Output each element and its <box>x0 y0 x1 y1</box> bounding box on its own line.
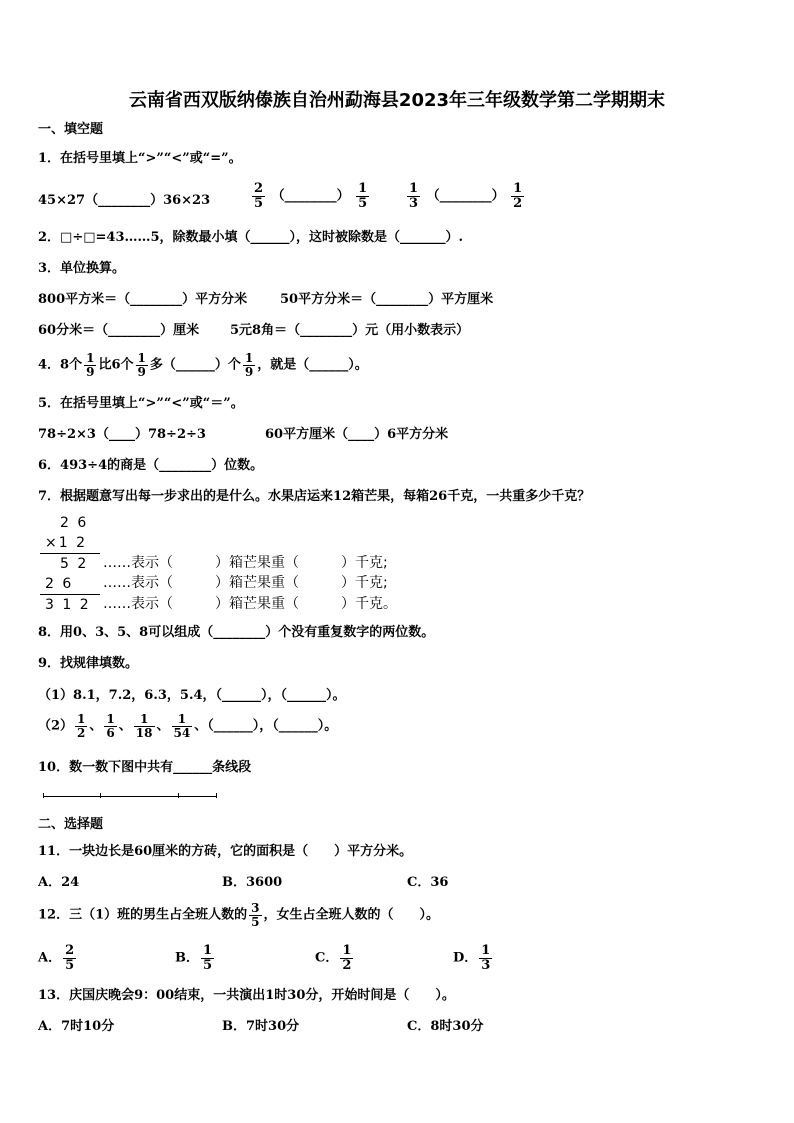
option-b[interactable]: B．3600 <box>222 875 283 890</box>
question-10: 10．数一数下图中共有______条线段 <box>38 760 252 775</box>
q4-text-3: 多（______）个 <box>149 357 241 373</box>
page-title: 云南省西双版纳傣族自治州勐海县2023年三年级数学第二学期期末 <box>128 90 666 111</box>
fraction-denominator: 9 <box>86 364 95 379</box>
fraction-denominator: 9 <box>137 364 146 379</box>
question-9: 9．找规律填数。 <box>38 656 139 671</box>
fraction-denominator: 18 <box>135 725 153 740</box>
fraction-numerator: 1 <box>409 181 419 196</box>
vertical-calc-line1: 2 6 <box>60 515 89 531</box>
answer-blank[interactable]: （________） <box>426 188 505 204</box>
fraction-denominator: 5 <box>251 914 260 929</box>
option-letter: A． <box>38 950 62 966</box>
question-4 <box>38 352 368 378</box>
q4-text-4: ，就是（______）。 <box>257 357 368 373</box>
q1-expr-c <box>405 182 526 210</box>
fraction-numerator: 1 <box>342 943 352 958</box>
line-segment-figure <box>43 796 216 797</box>
question-7: 7．根据题意写出每一步求出的是什么。水果店运来12箱芒果，每箱26千克，一共重多少千克？ <box>38 489 591 504</box>
fraction-denominator: 6 <box>106 725 115 740</box>
option-letter: C． <box>315 950 339 966</box>
option-b[interactable] <box>175 944 216 972</box>
option-a[interactable]: A．24 <box>38 875 80 890</box>
option-c[interactable]: C．8时30分 <box>407 1019 484 1034</box>
fraction-denominator: 3 <box>481 957 491 973</box>
option-c[interactable] <box>315 944 355 972</box>
calc-divider <box>40 553 100 554</box>
q5-expr-a: 78÷2×3（____）78÷2÷3 <box>38 427 206 442</box>
fraction-denominator: 2 <box>342 957 352 973</box>
question-13: 13．庆国庆晚会9：00结束，一共演出1时30分，开始时间是（ ）。 <box>38 988 455 1003</box>
fraction-numerator: 1 <box>86 351 95 365</box>
vertical-calc-line4: 2 6 <box>45 576 74 592</box>
q9-tail: 、（______），（______）。 <box>194 718 338 734</box>
fraction-denominator: 5 <box>65 957 75 973</box>
fraction-denominator: 5 <box>203 957 213 973</box>
q3-row1-b: 50平方分米＝（________）平方厘米 <box>280 292 494 307</box>
fraction-numerator: 1 <box>139 712 149 726</box>
q1-expr-b <box>250 182 371 210</box>
option-c[interactable]: C．36 <box>407 875 449 890</box>
question-12 <box>38 902 439 928</box>
question-3: 3．单位换算。 <box>38 261 126 276</box>
option-b[interactable]: B．7时30分 <box>222 1019 300 1034</box>
q4-text-2: 比6个 <box>98 357 134 373</box>
q7-explain-2: ……表示（ ）箱芒果重（ ）千克; <box>103 575 388 591</box>
q3-row1-a: 800平方米＝（________）平方分米 <box>38 292 248 307</box>
question-5: 5．在括号里填上“>”“<”或“＝”。 <box>38 396 244 411</box>
segment-point <box>43 793 44 798</box>
separator: 、 <box>156 718 170 734</box>
q1-expr-a: 45×27（________）36×23 <box>38 193 211 208</box>
question-2: 2．□÷□=43……5，除数最小填（______），这时被除数是（_______）. <box>38 230 464 245</box>
separator: 、 <box>89 718 103 734</box>
answer-blank[interactable]: （________） <box>271 188 350 204</box>
option-letter: B． <box>175 950 199 966</box>
q5-expr-b: 60平方厘米（____）6平方分米 <box>265 427 449 442</box>
q7-explain-1: ……表示（ ）箱芒果重（ ）千克; <box>103 555 388 571</box>
q4-text-1: 4．8个 <box>38 357 83 373</box>
option-a[interactable] <box>38 944 78 972</box>
fraction-denominator: 5 <box>358 195 368 211</box>
segment-point <box>216 793 217 798</box>
q7-explain-3: ……表示（ ）箱芒果重（ ）千克。 <box>103 596 397 612</box>
vertical-calc-line2: ×1 2 <box>45 535 87 551</box>
fraction-numerator: 1 <box>481 943 491 958</box>
fraction-denominator: 54 <box>173 725 191 740</box>
question-6: 6．493÷4的商是（________）位数。 <box>38 458 264 473</box>
section-heading-choice: 二、选择题 <box>38 817 104 832</box>
fraction-denominator: 9 <box>244 364 254 379</box>
fraction-numerator: 1 <box>177 712 187 726</box>
question-8: 8．用0、3、5、8可以组成（________）个没有重复数字的两位数。 <box>38 625 435 640</box>
fraction-numerator: 1 <box>77 712 86 726</box>
section-heading-fill: 一、填空题 <box>38 122 104 137</box>
q12-text-1: 12．三（1）班的男生占全班人数的 <box>38 907 248 923</box>
question-11: 11．一块边长是60厘米的方砖，它的面积是（ ）平方分米。 <box>38 844 413 859</box>
option-d[interactable] <box>453 944 494 972</box>
fraction-numerator: 1 <box>244 351 254 365</box>
q9-label: （2） <box>38 718 74 734</box>
question-1: 1．在括号里填上“>”“<”或“=”。 <box>38 151 242 166</box>
segment-point <box>178 793 179 798</box>
fraction-numerator: 2 <box>65 943 75 958</box>
fraction-numerator: 1 <box>106 712 115 726</box>
q3-row2-b: 5元8角＝（________）元（用小数表示） <box>230 323 470 338</box>
q12-text-2: ，女生占全班人数的（ ）。 <box>263 907 440 923</box>
q9-sequence-2 <box>38 713 337 739</box>
vertical-calc-line5: 3 1 2 <box>45 597 91 613</box>
fraction-numerator: 1 <box>358 181 368 196</box>
segment-point <box>100 793 101 798</box>
fraction-numerator: 1 <box>203 943 213 958</box>
fraction-denominator: 5 <box>254 195 264 211</box>
q3-row2-a: 60分米＝（________）厘米 <box>38 323 200 338</box>
fraction-denominator: 3 <box>409 195 419 211</box>
calc-divider <box>40 594 100 595</box>
fraction-denominator: 2 <box>77 725 86 740</box>
q9-sequence-1: （1）8.1，7.2，6.3，5.4，（______），（______）。 <box>38 688 346 703</box>
fraction-numerator: 1 <box>137 351 146 365</box>
fraction-numerator: 2 <box>254 181 264 196</box>
option-letter: D． <box>453 950 478 966</box>
fraction-denominator: 2 <box>513 195 523 211</box>
separator: 、 <box>118 718 132 734</box>
vertical-calc-line3: 5 2 <box>60 556 89 572</box>
fraction-numerator: 1 <box>513 181 523 196</box>
fraction-numerator: 3 <box>251 901 260 915</box>
option-a[interactable]: A．7时10分 <box>38 1019 115 1034</box>
